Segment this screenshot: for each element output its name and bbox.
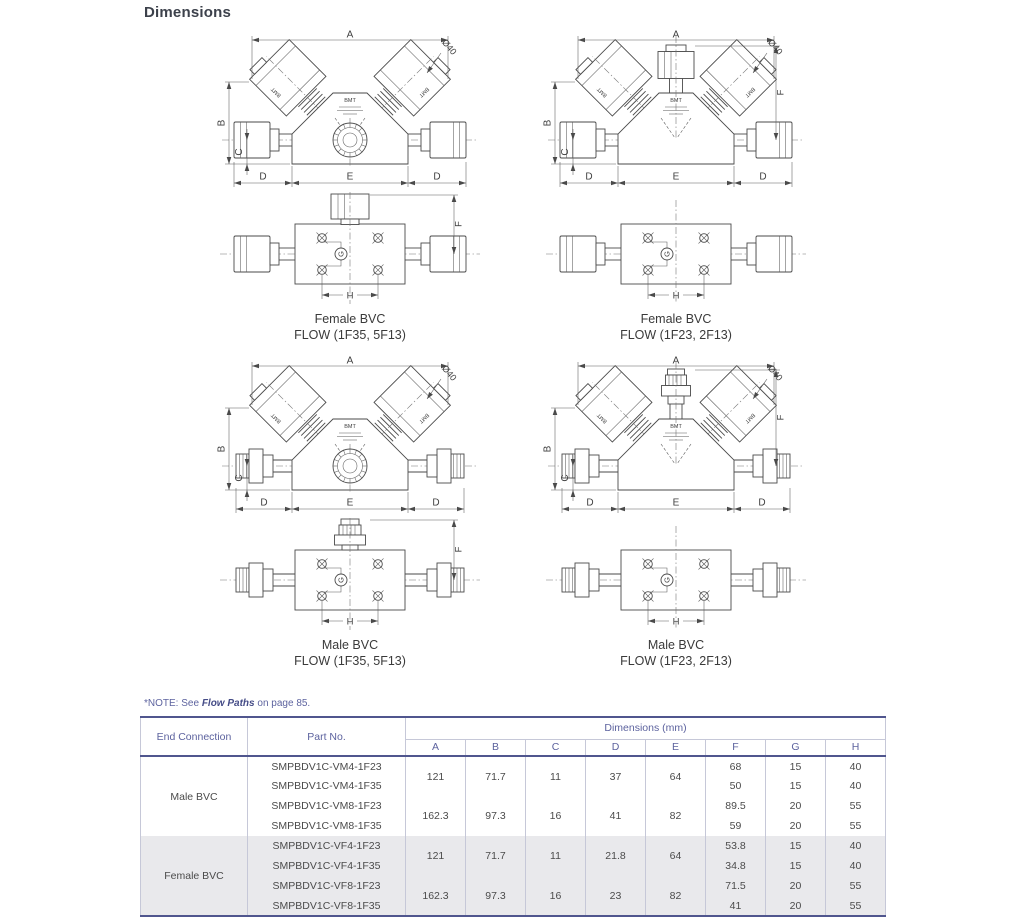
- diagram-caption: [294, 311, 406, 344]
- dim-label-h: H: [346, 290, 354, 302]
- actuator-brand-label: BMT: [596, 411, 609, 424]
- body-brand-label: BMT: [344, 98, 356, 104]
- dim-a-cell: 162.3: [406, 796, 466, 836]
- col-header-part-no: Part No.: [248, 717, 406, 756]
- table-row: [141, 836, 886, 856]
- dim-d-cell: 37: [586, 756, 646, 796]
- dim-label-a: A: [346, 355, 354, 366]
- part-no-cell: SMPBDV1C-VM4-1F35: [248, 776, 406, 796]
- dim-label-c: C: [234, 473, 245, 482]
- dim-e-cell: 64: [646, 756, 706, 796]
- diagram-group-female-flow-1f23: [521, 22, 831, 344]
- dim-label-h: H: [672, 616, 680, 627]
- dim-d-cell: 21.8: [586, 836, 646, 876]
- valve-front-view-drawing: [526, 22, 826, 192]
- dim-h-cell: 55: [826, 896, 886, 916]
- dim-c-cell: 11: [526, 756, 586, 796]
- dim-a-cell: 162.3: [406, 876, 466, 916]
- dim-label-h: H: [346, 616, 354, 627]
- col-header-a: A: [406, 739, 466, 756]
- dim-label-g: G: [662, 251, 672, 257]
- actuator-brand-label: BMT: [417, 411, 430, 424]
- dim-a-cell: 121: [406, 836, 466, 876]
- dim-label-e: E: [672, 497, 680, 508]
- part-no-cell: SMPBDV1C-VM8-1F35: [248, 816, 406, 836]
- part-no-cell: SMPBDV1C-VM4-1F23: [248, 756, 406, 776]
- end-connection-cell: Female BVC: [141, 836, 248, 916]
- part-no-cell: SMPBDV1C-VF8-1F35: [248, 896, 406, 916]
- dim-f-cell: 89.5: [706, 796, 766, 816]
- dim-h-cell: 55: [826, 816, 886, 836]
- dim-label-e: E: [346, 497, 354, 508]
- dim-f-cell: 53.8: [706, 836, 766, 856]
- dim-label-c: C: [234, 148, 245, 156]
- actuator-brand-label: BMT: [417, 85, 430, 99]
- dim-label-a: A: [672, 29, 680, 41]
- col-header-g: G: [766, 739, 826, 756]
- page-title: Dimensions: [144, 4, 232, 21]
- dim-label-b: B: [216, 445, 228, 452]
- dim-f-cell: 59: [706, 816, 766, 836]
- dim-f-cell: 41: [706, 896, 766, 916]
- dim-label-diameter: Ø40: [765, 37, 785, 57]
- dim-label-d: D: [433, 171, 441, 183]
- dim-label-h: H: [672, 290, 680, 302]
- end-connection-cell: Male BVC: [141, 756, 248, 836]
- caption-connection-type: Male BVC: [647, 637, 705, 652]
- dim-g-cell: 15: [766, 836, 826, 856]
- dim-g-cell: 20: [766, 796, 826, 816]
- dim-label-g: G: [336, 251, 346, 257]
- part-no-cell: SMPBDV1C-VF8-1F23: [248, 876, 406, 896]
- caption-connection-type: Male BVC: [321, 637, 379, 652]
- table-row: [141, 876, 886, 896]
- dim-b-cell: 71.7: [466, 836, 526, 876]
- diagram-caption: [294, 637, 406, 670]
- dim-f-cell: 71.5: [706, 876, 766, 896]
- dim-label-d: D: [432, 497, 440, 508]
- dim-label-d: D: [259, 171, 267, 183]
- caption-connection-type: Female BVC: [314, 312, 386, 326]
- table-row: [141, 756, 886, 776]
- dim-label-a: A: [346, 29, 354, 41]
- dimensions-table: [140, 716, 886, 917]
- dim-f-cell: 34.8: [706, 856, 766, 876]
- dim-e-cell: 82: [646, 876, 706, 916]
- diagram-group-female-flow-1f35: [195, 22, 505, 344]
- dim-h-cell: 40: [826, 776, 886, 796]
- col-header-e: E: [646, 739, 706, 756]
- body-brand-label: BMT: [344, 423, 356, 430]
- col-header-b: B: [466, 739, 526, 756]
- valve-plan-view-drawing: [526, 192, 826, 310]
- dim-label-d: D: [759, 171, 767, 183]
- dim-label-c: C: [560, 473, 571, 482]
- footnote: [144, 698, 310, 709]
- dim-label-d: D: [758, 497, 766, 508]
- dim-label-diameter: Ø40: [439, 37, 459, 57]
- part-no-cell: SMPBDV1C-VM8-1F23: [248, 796, 406, 816]
- col-header-h: H: [826, 739, 886, 756]
- dim-label-d: D: [260, 497, 268, 508]
- actuator-brand-label: BMT: [743, 85, 756, 99]
- part-no-cell: SMPBDV1C-VF4-1F35: [248, 856, 406, 876]
- caption-flow-paths: FLOW (1F35, 5F13): [294, 328, 406, 343]
- dim-label-b: B: [216, 119, 228, 127]
- dim-a-cell: 121: [406, 756, 466, 796]
- dim-label-f: F: [775, 414, 787, 420]
- valve-plan-view-drawing: [526, 518, 826, 636]
- dim-d-cell: 41: [586, 796, 646, 836]
- dim-label-g: G: [662, 576, 672, 583]
- col-header-d: D: [586, 739, 646, 756]
- dim-h-cell: 40: [826, 856, 886, 876]
- dim-h-cell: 40: [826, 756, 886, 776]
- dim-label-e: E: [346, 171, 354, 183]
- dim-label-e: E: [672, 171, 680, 183]
- dim-label-f: F: [775, 89, 787, 96]
- actuator-brand-label: BMT: [270, 85, 283, 99]
- dim-label-b: B: [542, 445, 554, 452]
- dim-label-f: F: [453, 221, 465, 227]
- col-header-f: F: [706, 739, 766, 756]
- dim-label-a: A: [672, 355, 680, 366]
- diagram-caption: [620, 637, 732, 670]
- dim-h-cell: 55: [826, 796, 886, 816]
- dim-g-cell: 15: [766, 776, 826, 796]
- dim-e-cell: 82: [646, 796, 706, 836]
- dim-b-cell: 71.7: [466, 756, 526, 796]
- dim-b-cell: 97.3: [466, 876, 526, 916]
- valve-front-view-drawing: [200, 348, 500, 518]
- table-row: [141, 796, 886, 816]
- actuator-brand-label: BMT: [743, 411, 756, 424]
- col-header-end-connection: End Connection: [141, 717, 248, 756]
- col-header-dimensions-group: Dimensions (mm): [406, 717, 886, 739]
- dim-e-cell: 64: [646, 836, 706, 876]
- body-brand-label: BMT: [670, 98, 682, 104]
- dimension-diagrams: [195, 22, 831, 669]
- dim-c-cell: 11: [526, 836, 586, 876]
- dim-label-g: G: [336, 576, 346, 583]
- valve-plan-view-drawing: [200, 192, 500, 310]
- dim-g-cell: 15: [766, 856, 826, 876]
- valve-front-view-drawing: [200, 22, 500, 192]
- valve-front-view-drawing: [526, 348, 826, 518]
- footnote-suffix: on page 85.: [254, 698, 311, 709]
- caption-flow-paths: FLOW (1F23, 2F13): [620, 328, 732, 343]
- dim-h-cell: 40: [826, 836, 886, 856]
- dim-g-cell: 20: [766, 816, 826, 836]
- dim-b-cell: 97.3: [466, 796, 526, 836]
- dim-label-diameter: Ø40: [765, 362, 785, 383]
- dim-label-c: C: [560, 148, 571, 156]
- actuator-brand-label: BMT: [270, 411, 283, 424]
- diagram-caption: [620, 311, 732, 344]
- caption-flow-paths: FLOW (1F35, 5F13): [294, 653, 406, 668]
- dim-g-cell: 15: [766, 756, 826, 776]
- diagram-group-male-flow-1f23: [521, 348, 831, 670]
- dim-g-cell: 20: [766, 876, 826, 896]
- valve-plan-view-drawing: [200, 518, 500, 636]
- caption-flow-paths: FLOW (1F23, 2F13): [620, 653, 732, 668]
- diagram-group-male-flow-1f35: [195, 348, 505, 670]
- dim-label-d: D: [585, 171, 593, 183]
- dim-c-cell: 16: [526, 876, 586, 916]
- col-header-c: C: [526, 739, 586, 756]
- dim-label-b: B: [542, 119, 554, 127]
- dim-label-d: D: [586, 497, 594, 508]
- dim-f-cell: 68: [706, 756, 766, 776]
- dim-g-cell: 20: [766, 896, 826, 916]
- dim-label-f: F: [453, 546, 465, 552]
- actuator-brand-label: BMT: [596, 85, 609, 99]
- part-no-cell: SMPBDV1C-VF4-1F23: [248, 836, 406, 856]
- dim-c-cell: 16: [526, 796, 586, 836]
- dim-f-cell: 50: [706, 776, 766, 796]
- dim-h-cell: 55: [826, 876, 886, 896]
- caption-connection-type: Female BVC: [640, 312, 712, 326]
- dim-d-cell: 23: [586, 876, 646, 916]
- footnote-flow-paths: Flow Paths: [201, 698, 255, 709]
- dim-label-diameter: Ø40: [439, 362, 459, 383]
- body-brand-label: BMT: [670, 423, 682, 430]
- footnote-prefix: *NOTE: See: [144, 698, 202, 709]
